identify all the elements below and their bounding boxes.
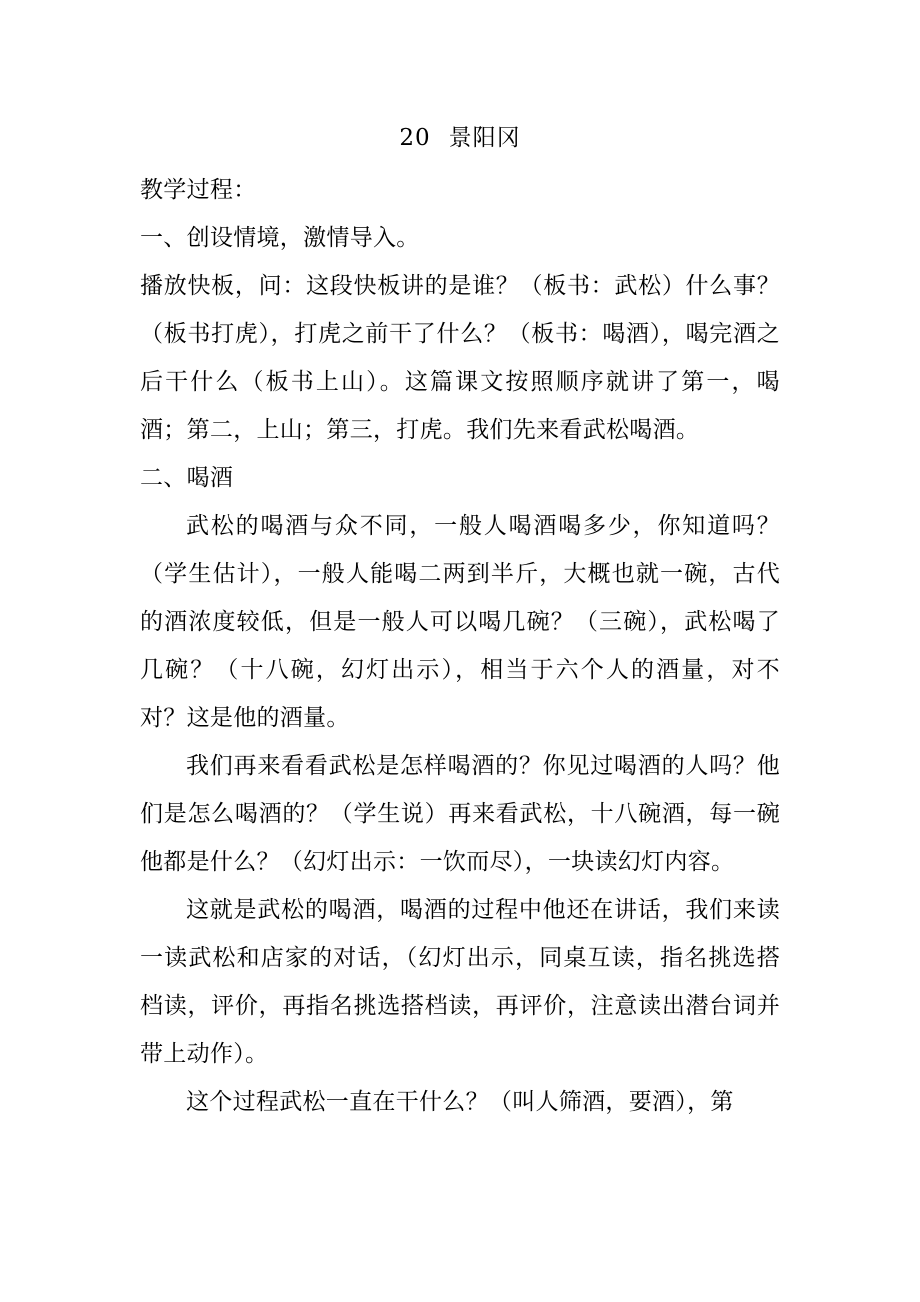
paragraph-drinking-amount: 武松的喝酒与众不同，一般人喝酒喝多少，你知道吗？（学生估计），一般人能喝二两到半斤，大概也就一碗，古代的酒浓度较低，但是一般人可以喝几碗？（三碗），武松喝了几碗？（十八碗，幻灯出示），相当于六个人的酒量，对不对？这是他的酒量。: [140, 513, 780, 731]
paragraph-drinking-manner: 我们再来看看武松是怎样喝酒的？你见过喝酒的人吗？他们是怎么喝酒的？（学生说）再来看武松，十八碗酒，每一碗他都是什么？（幻灯出示：一饮而尽），一块读幻灯内容。: [140, 753, 780, 875]
section-heading-drinking: 二、喝酒: [140, 465, 234, 491]
lesson-number: 20: [399, 125, 431, 151]
paragraph-dialogue: 这就是武松的喝酒，喝酒的过程中他还在讲话，我们来读一读武松和店家的对话，（幻灯出示，同桌互读，指名挑选搭档读，评价，再指名挑选搭档读，再评价，注意读出潜台词并带上动作）。: [140, 897, 780, 1067]
paragraph-intro: 播放快板，问：这段快板讲的是谁？（板书：武松）什么事？（板书打虎），打虎之前干了什么？（板书：喝酒），喝完酒之后干什么（板书上山）。这篇课文按照顺序就讲了第一，喝酒；第二，上山；第三，打虎。我们先来看武松喝酒。: [140, 273, 780, 443]
section-heading-intro: 一、创设情境，激情导入。: [140, 225, 420, 251]
document-page: [140, 118, 780, 1126]
document-title: [140, 118, 780, 158]
section-label-process: 教学过程：: [140, 177, 257, 203]
lesson-title: 景阳冈: [448, 125, 521, 151]
paragraph-continuation: 这个过程武松一直在干什么？（叫人筛酒，要酒），第: [186, 1089, 734, 1115]
